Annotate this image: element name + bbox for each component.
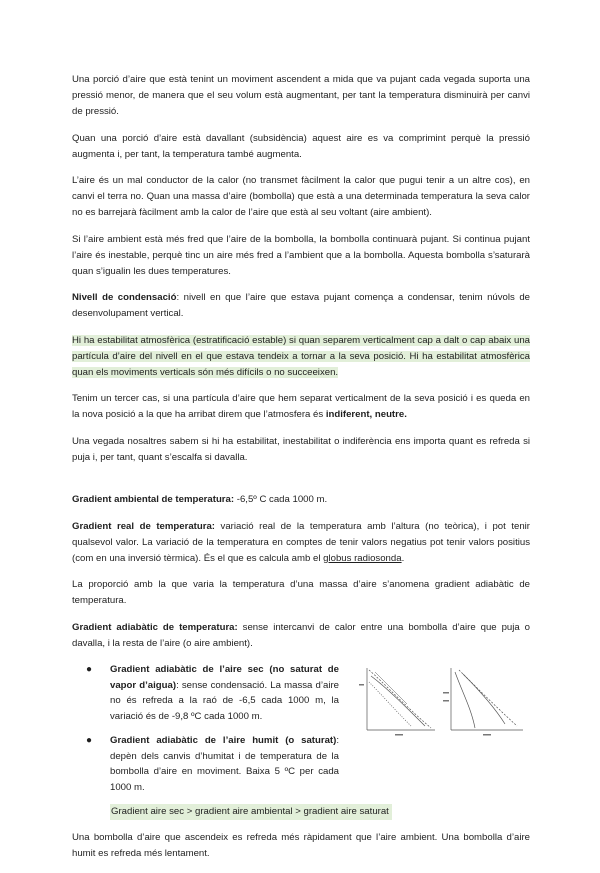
- paragraph-real-gradient: [72, 519, 530, 567]
- paragraph-cooling-question: Una vegada nosaltres sabem si hi ha estabilitat, inestabilitat o indiferència ens importa quant es refreda si puja i, per tant, quant s’escalfa si davalla.: [72, 435, 530, 463]
- list-item-text: [110, 733, 339, 795]
- highlighted-formula: Gradient aire sec > gradient aire ambiental > gradient aire saturat: [110, 804, 392, 820]
- paragraph-subsidence: Quan una porció d’aire està davallant (subsidència) aquest aire es va comprimint perquè la pressió augmenta i, per tant, la temperatura també augmenta.: [72, 132, 530, 160]
- neutral-text: Tenim un tercer cas, si una partícula d’aire que hem separat verticalment de la seva posició i es queda en la nova posició a la que ha arribat direm que l’atmosfera és: [72, 393, 530, 420]
- definition-humid-gradient: : depèn dels canvis d’humitat i de temperatura de la bombolla d’aire en moviment. Baixa 5 ºC per cada 1000 m.: [110, 735, 339, 793]
- bullet-list: [72, 662, 339, 804]
- list-item-dry-air: [72, 662, 339, 724]
- list-item-humid-air: [72, 733, 339, 795]
- definition-condensation-level: : nivell en que l’aire que estava pujant comença a condensar, tenim núvols de desenvolupament vertical.: [72, 292, 530, 319]
- paragraph-ascending-air: Una porció d’aire que està tenint un moviment ascendent a mida que va pujant cada vegada suporta una pressió menor, de manera que el seu volum està augmentant, per tant la temperatura disminuirà per canvi de pressió.: [72, 74, 530, 117]
- paragraph-condensation-level: [72, 290, 530, 322]
- paragraph-adiabatic-gradient: [72, 620, 530, 652]
- term-real-gradient: Gradient real de temperatura:: [72, 520, 215, 532]
- adiabatic-diagram-image: [355, 664, 530, 804]
- list-item-text: [110, 662, 339, 724]
- value-ambient-gradient: -6,5º C cada 1000 m.: [234, 494, 328, 505]
- definition-dry-gradient: : sense condensació. La massa d’aire no és refreda a la raó de -6,5 cada 1000 m, la variació és de -9,8 ºC cada 1000 m.: [110, 679, 339, 722]
- paragraph-instability: Si l’aire ambient està més fred que l’aire de la bombolla, la bombolla continuarà pujant. Si continua pujant l’aire és inestable, perquè tinc un aire més fred a l’ambient que a la bombolla. Aquesta bombolla s’saturarà quan s’igualin les dues temperatures.: [72, 233, 530, 277]
- definition-real-gradient: variació real de la temperatura amb l’altura (no teòrica), i pot tenir qualsevol valor. La variació de la temperatura en comptes de tenir valors negatius pot tenir valors positius (com en una inversió tèrmica). És el que es calcula amb el: [72, 520, 531, 564]
- highlighted-stability-text: Hi ha estabilitat atmosfèrica (estratificació estable) si quan separem verticalment cap a dalt o cap abaix una partícula d’aire del nivell en el que estava tendeix a tornar a la seva posició. Hi ha estabilitat atmosfèrica quan els moviments verticals són més difícils o no succeeixen.: [72, 334, 530, 378]
- spacer: [72, 476, 530, 492]
- paragraph-heat-conductor: L’aire és un mal conductor de la calor (no transmet fàcilment la calor que pugui tenir a un altre cos), en canvi el terra no. Quan una massa d’aire (bombolla) que està a una determinada temperatura la seva calor no es barrejarà fàcilment amb la calor de l’aire que està al seu voltant (aire ambient).: [72, 175, 530, 218]
- adiabatic-diagrams-icon: [355, 664, 530, 744]
- link-radiosonde[interactable]: globus radiosonda: [323, 552, 402, 564]
- formula-line: [72, 804, 530, 820]
- definition-adiabatic-gradient: sense intercanvi de calor entre una bombolla d’aire que puja o davalla, i la resta de l’aire (o aire ambient).: [72, 621, 530, 649]
- paragraph-ambient-gradient: [72, 492, 530, 508]
- term-adiabatic-gradient: Gradient adiabàtic de temperatura:: [72, 621, 238, 633]
- paragraph-adiabatic-definition: La proporció amb la que varia la temperatura d’una massa d’aire s’anomena gradient adiabàtic de temperatura.: [72, 579, 530, 606]
- paragraph-cooling-comparison: Una bombolla d’aire que ascendeix es refreda més ràpidament que l’aire ambient. Una bombolla d’aire humit es refreda més lentament.: [72, 832, 530, 859]
- term-condensation-level: Nivell de condensació: [72, 292, 177, 303]
- paragraph-stability: [72, 333, 530, 381]
- bullet-icon: ●: [86, 735, 93, 746]
- neutral-term: indiferent, neutre.: [325, 409, 407, 420]
- term-dry-gradient: Gradient adiabàtic de l’aire sec (no saturat de vapor d’aigua): [110, 664, 339, 691]
- list-with-figure: [72, 662, 530, 804]
- period: .: [401, 552, 405, 564]
- document-page: [72, 72, 530, 873]
- term-ambient-gradient: Gradient ambiental de temperatura:: [72, 494, 235, 505]
- paragraph-neutral: [72, 391, 530, 423]
- bullet-icon: ●: [86, 664, 93, 675]
- term-humid-gradient: Gradient adiabàtic de l’aire humit (o saturat): [110, 735, 337, 746]
